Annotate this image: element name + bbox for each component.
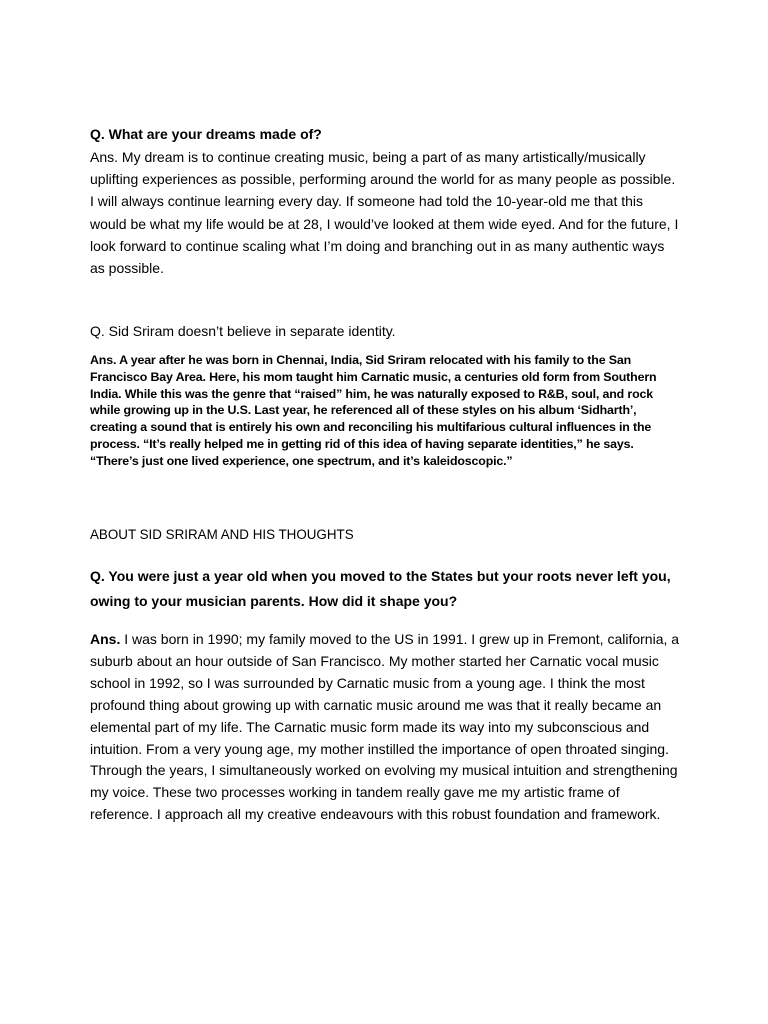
question-dreams: Q. What are your dreams made of? — [90, 126, 322, 142]
question-separate-identity: Q. Sid Sriram doesn’t believe in separate identity. — [90, 323, 396, 339]
answer-label: Ans. — [90, 631, 121, 647]
answer-roots — [90, 629, 682, 826]
question-roots: Q. You were just a year old when you moved to the States but your roots never left you, owing to your musician parents. How did it shape you? — [90, 568, 671, 609]
answer-separate-identity: Ans. A year after he was born in Chennai, India, Sid Sriram relocated with his family to the San Francisco Bay Area. Here, his mom taught him Carnatic music, a centuries old form from Southern India. While this was the genre that “raised” him, he was naturally exposed to R&B, soul, and rock while growing up in the U.S. Last year, he referenced all of these styles on his album ‘Sidharth’, creating a sound that is entirely his own and reconciling his multifarious cultural influences in the process. “It’s really helped me in getting rid of this idea of having separate identities,” he says. “There’s just one lived experience, one spectrum, and it’s kaleidoscopic.” — [90, 353, 657, 468]
section-heading: ABOUT SID SRIRAM AND HIS THOUGHTS — [90, 527, 354, 542]
answer-dreams: Ans. My dream is to continue creating music, being a part of as many artistically/musically uplifting experiences as possible, performing around the world for as many people as possible. I will always continue learning every day. If someone had told the 10-year-old me that this would be what my life would be at 28, I would’ve looked at them wide eyed. And for the future, I look forward to continue scaling what I’m doing and branching out in as many authentic ways as possible. — [90, 149, 679, 277]
answer-roots-text: I was born in 1990; my family moved to the US in 1991. I grew up in Fremont, california, a suburb about an hour outside of San Francisco. My mother started her Carnatic vocal music school in 1992, so I was surrounded by Carnatic music from a young age. I think the most profound thing about growing up with carnatic music around me was that it really became an elemental part of my life. The Carnatic music form made its way into my subconscious and intuition. From a very young age, my mother instilled the importance of open throated singing. Through the years, I simultaneously worked on evolving my musical intuition and strengthening my voice. These two processes working in tandem really gave me my artistic frame of reference. I approach all my creative endeavours with this robust foundation and framework. — [90, 631, 680, 823]
